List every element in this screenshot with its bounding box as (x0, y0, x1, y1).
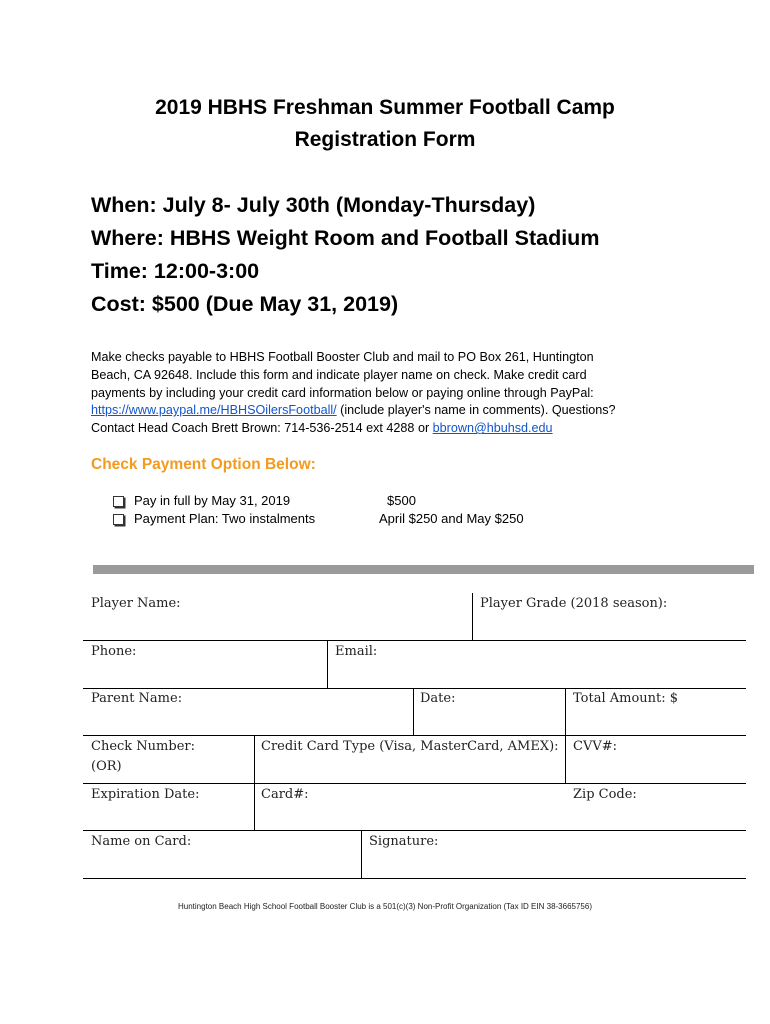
grid-rule (83, 783, 746, 784)
instructions-line-3: payments by including your credit card information below or paying online through PayPal: (91, 385, 594, 400)
payment-option-label: Payment Plan: Two instalments (134, 511, 316, 526)
expiration-date-field[interactable]: Expiration Date: (91, 787, 200, 802)
or-label: (OR) (91, 759, 122, 774)
form-subtitle: Registration Form (294, 128, 476, 151)
total-amount-field[interactable]: Total Amount: $ (573, 691, 679, 706)
camp-time: Time: 12:00-3:00 (91, 259, 260, 283)
camp-when: When: July 8- July 30th (Monday-Thursday) (91, 193, 536, 217)
grid-rule (254, 735, 255, 830)
checkbox-icon[interactable] (113, 514, 124, 525)
checkbox-icon[interactable] (113, 496, 124, 507)
grid-rule (327, 640, 328, 688)
instructions-line-4 (91, 402, 681, 420)
grid-rule (83, 735, 746, 736)
grid-rule (83, 878, 746, 879)
section-divider (93, 565, 754, 574)
grid-rule (83, 830, 746, 831)
camp-where: Where: HBHS Weight Room and Football Stadium (91, 226, 600, 250)
grid-rule (565, 688, 566, 735)
email-field[interactable]: Email: (335, 644, 378, 659)
camp-cost: Cost: $500 (Due May 31, 2019) (91, 292, 399, 316)
instructions-line-5-text: Contact Head Coach Brett Brown: 714-536-2514 ext 4288 or (91, 421, 433, 436)
payment-option-amount: $500 (387, 493, 416, 508)
payment-option-label: Pay in full by May 31, 2019 (134, 493, 291, 508)
grid-rule (83, 640, 746, 641)
zip-code-field[interactable]: Zip Code: (573, 787, 637, 802)
grid-rule (413, 688, 414, 735)
instructions-line-5 (91, 420, 681, 438)
footer-nonprofit-note: Huntington Beach High School Football Booster Club is a 501(c)(3) Non-Profit Organization (Tax ID EIN 38-3665756) (178, 902, 592, 911)
player-name-field[interactable]: Player Name: (91, 596, 181, 611)
instructions-line-1: Make checks payable to HBHS Football Booster Club and mail to PO Box 261, Huntington (91, 350, 594, 364)
form-title: 2019 HBHS Freshman Summer Football Camp (155, 96, 615, 119)
name-on-card-field[interactable]: Name on Card: (91, 834, 192, 849)
grid-rule (361, 830, 362, 878)
grid-rule (565, 735, 566, 783)
check-number-field[interactable]: Check Number: (91, 739, 195, 754)
card-type-field[interactable]: Credit Card Type (Visa, MasterCard, AMEX): (261, 739, 559, 754)
grid-rule (472, 593, 473, 640)
payment-option-amount: April $250 and May $250 (379, 511, 524, 526)
instructions-line-4-text: (include player's name in comments). Questions? (336, 403, 616, 418)
payment-option-plan[interactable] (113, 511, 315, 526)
paypal-link[interactable]: https://www.paypal.me/HBHSOilersFootball/ (91, 403, 337, 418)
parent-name-field[interactable]: Parent Name: (91, 691, 183, 706)
cvv-field[interactable]: CVV#: (573, 739, 617, 754)
phone-field[interactable]: Phone: (91, 644, 137, 659)
instructions-line-2: Beach, CA 92648. Include this form and indicate player name on check. Make credit card (91, 367, 587, 382)
payment-options-heading: Check Payment Option Below: (91, 456, 316, 473)
payment-option-full[interactable] (113, 493, 290, 508)
date-field[interactable]: Date: (420, 691, 456, 706)
card-number-field[interactable]: Card#: (261, 787, 309, 802)
player-grade-field[interactable]: Player Grade (2018 season): (480, 596, 668, 611)
payment-instructions (91, 349, 681, 438)
coach-email-link[interactable]: bbrown@hbuhsd.edu (432, 421, 553, 436)
signature-field[interactable]: Signature: (369, 834, 439, 849)
